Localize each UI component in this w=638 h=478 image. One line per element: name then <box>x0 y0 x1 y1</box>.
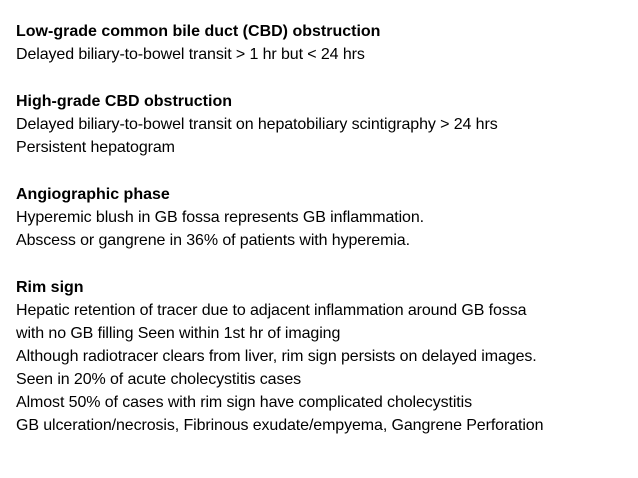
section-heading: Angiographic phase <box>16 186 170 203</box>
section-line: with no GB filling Seen within 1st hr of imaging <box>16 325 341 342</box>
section-angiographic-phase <box>16 183 631 252</box>
section-line: Almost 50% of cases with rim sign have complicated cholecystitis <box>16 394 473 411</box>
section-low-grade-cbd <box>16 20 631 66</box>
section-rim-sign <box>16 276 631 437</box>
section-line: Seen in 20% of acute cholecystitis cases <box>16 371 302 388</box>
section-line: Delayed biliary-to-bowel transit > 1 hr but < 24 hrs <box>16 46 365 63</box>
section-line: GB ulceration/necrosis, Fibrinous exudate/empyema, Gangrene Perforation <box>16 417 544 434</box>
slide-content <box>16 20 631 461</box>
section-heading: Low-grade common bile duct (CBD) obstruction <box>16 23 381 40</box>
section-line: Abscess or gangrene in 36% of patients with hyperemia. <box>16 232 410 249</box>
section-line: Delayed biliary-to-bowel transit on hepatobiliary scintigraphy > 24 hrs <box>16 116 498 133</box>
section-heading: High-grade CBD obstruction <box>16 93 232 110</box>
section-line: Hyperemic blush in GB fossa represents GB inflammation. <box>16 209 425 226</box>
section-heading: Rim sign <box>16 279 84 296</box>
section-line: Although radiotracer clears from liver, rim sign persists on delayed images. <box>16 348 537 365</box>
section-line: Persistent hepatogram <box>16 139 175 156</box>
section-line: Hepatic retention of tracer due to adjacent inflammation around GB fossa <box>16 302 527 319</box>
section-high-grade-cbd <box>16 90 631 159</box>
